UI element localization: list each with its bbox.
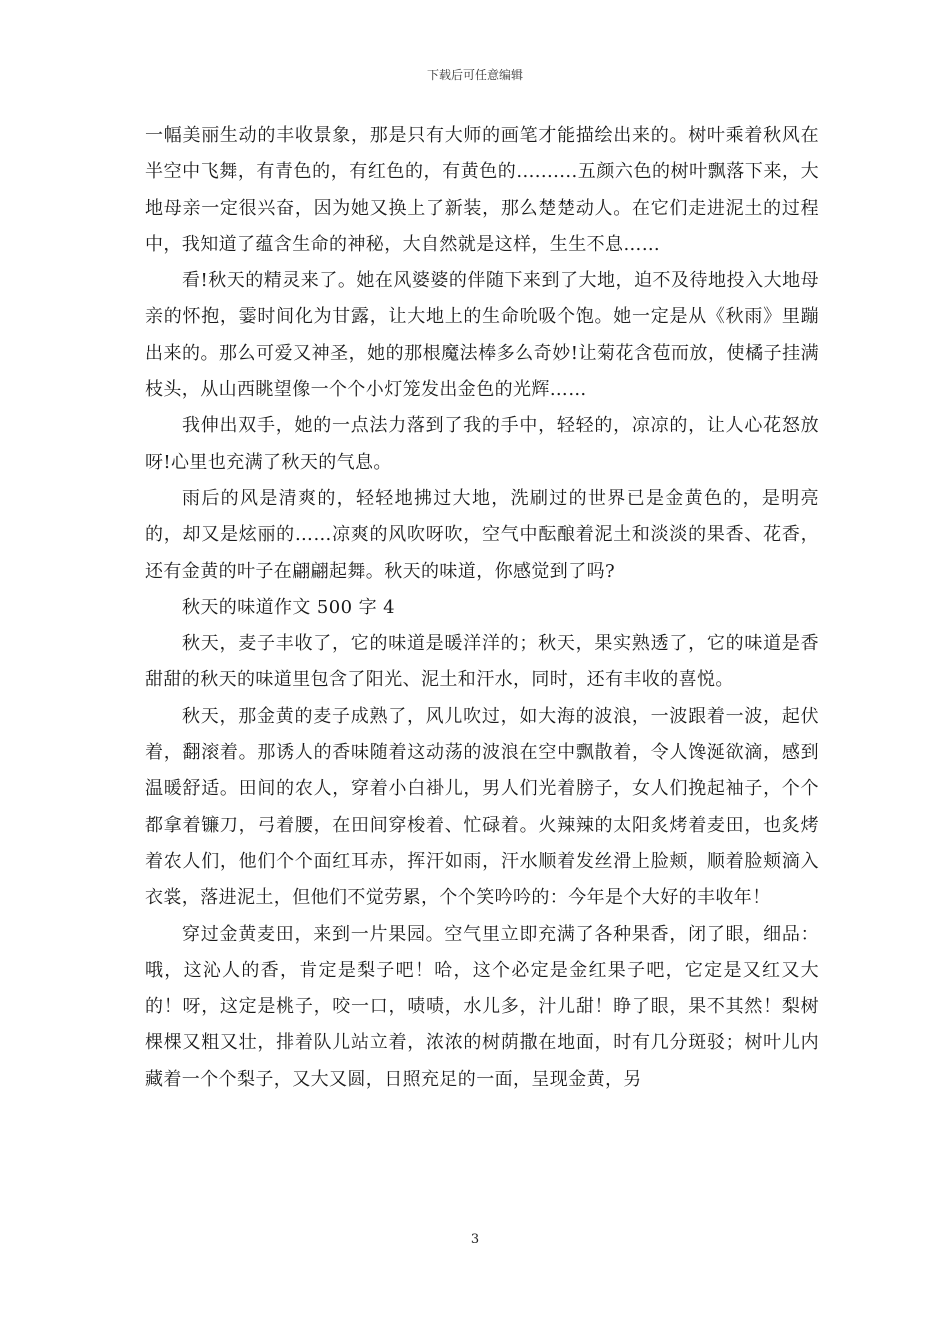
section-heading: 秋天的味道作文 500 字 4 <box>182 596 395 618</box>
paragraph-2: 看!秋天的精灵来了。她在风婆婆的伴随下来到了大地，迫不及待地投入大地母亲的怀抱，霎时间化为甘露，让大地上的生命吮吸个饱。她一定是从《秋雨》里蹦出来的。那么可爱又神圣，她的那根魔法棒多么奇妙!让菊花含苞而放，使橘子挂满枝头，从山西眺望像一个个小灯笼发出金色的光辉…… <box>145 270 819 401</box>
document-body <box>145 118 819 1098</box>
paragraph-3: 我伸出双手，她的一点法力落到了我的手中，轻轻的，凉凉的，让人心花怒放呀!心里也充满了秋天的气息。 <box>145 415 819 473</box>
paragraph-7: 穿过金黄麦田，来到一片果园。空气里立即充满了各种果香，闭了眼，细品：哦，这沁人的香，肯定是梨子吧！哈，这个必定是金红果子吧，它定是又红又大的！呀，这定是桃子，咬一口，啧啧，水儿多，汁儿甜！睁了眼，果不其然！梨树棵棵又粗又壮，排着队儿站立着，浓浓的树荫撒在地面，时有几分斑驳；树叶儿内藏着一个个梨子，又大又圆，日照充足的一面，呈现金黄，另 <box>145 923 819 1090</box>
paragraph-1: 一幅美丽生动的丰收景象，那是只有大师的画笔才能描绘出来的。树叶乘着秋风在半空中飞舞，有青色的，有红色的，有黄色的..........五颜六色的树叶飘落下来，大地母亲一定很兴奋，因为她又换上了新装，那么楚楚动人。在它们走进泥土的过程中，我知道了蕴含生命的神秘，大自然就是这样，生生不息…… <box>145 125 819 255</box>
page-number: 3 <box>470 1232 480 1247</box>
paragraph-5: 秋天，麦子丰收了，它的味道是暖洋洋的；秋天，果实熟透了，它的味道是香甜甜的秋天的味道里包含了阳光、泥土和汗水，同时，还有丰收的喜悦。 <box>145 633 819 691</box>
paragraph-6: 秋天，那金黄的麦子成熟了，风儿吹过，如大海的波浪，一波跟着一波，起伏着，翻滚着。那诱人的香味随着这动荡的波浪在空中飘散着，令人馋涎欲滴，感到温暖舒适。田间的农人，穿着小白褂儿，男人们光着膀子，女人们挽起袖子，个个都拿着镰刀，弓着腰，在田间穿梭着、忙碌着。火辣辣的太阳炙烤着麦田，也炙烤着农人们，他们个个面红耳赤，挥汗如雨，汗水顺着发丝滑上脸颊，顺着脸颊滴入衣裳，落进泥土，但他们不觉劳累，个个笑吟吟的：今年是个大好的丰收年！ <box>145 705 819 909</box>
paragraph-4: 雨后的风是清爽的，轻轻地拂过大地，洗刷过的世界已是金黄色的，是明亮的，却又是炫丽的……凉爽的风吹呀吹，空气中酝酿着泥土和淡淡的果香、花香，还有金黄的叶子在翩翩起舞。秋天的味道，你感觉到了吗? <box>145 487 819 582</box>
page-header: 下载后可任意编辑 <box>426 68 523 82</box>
